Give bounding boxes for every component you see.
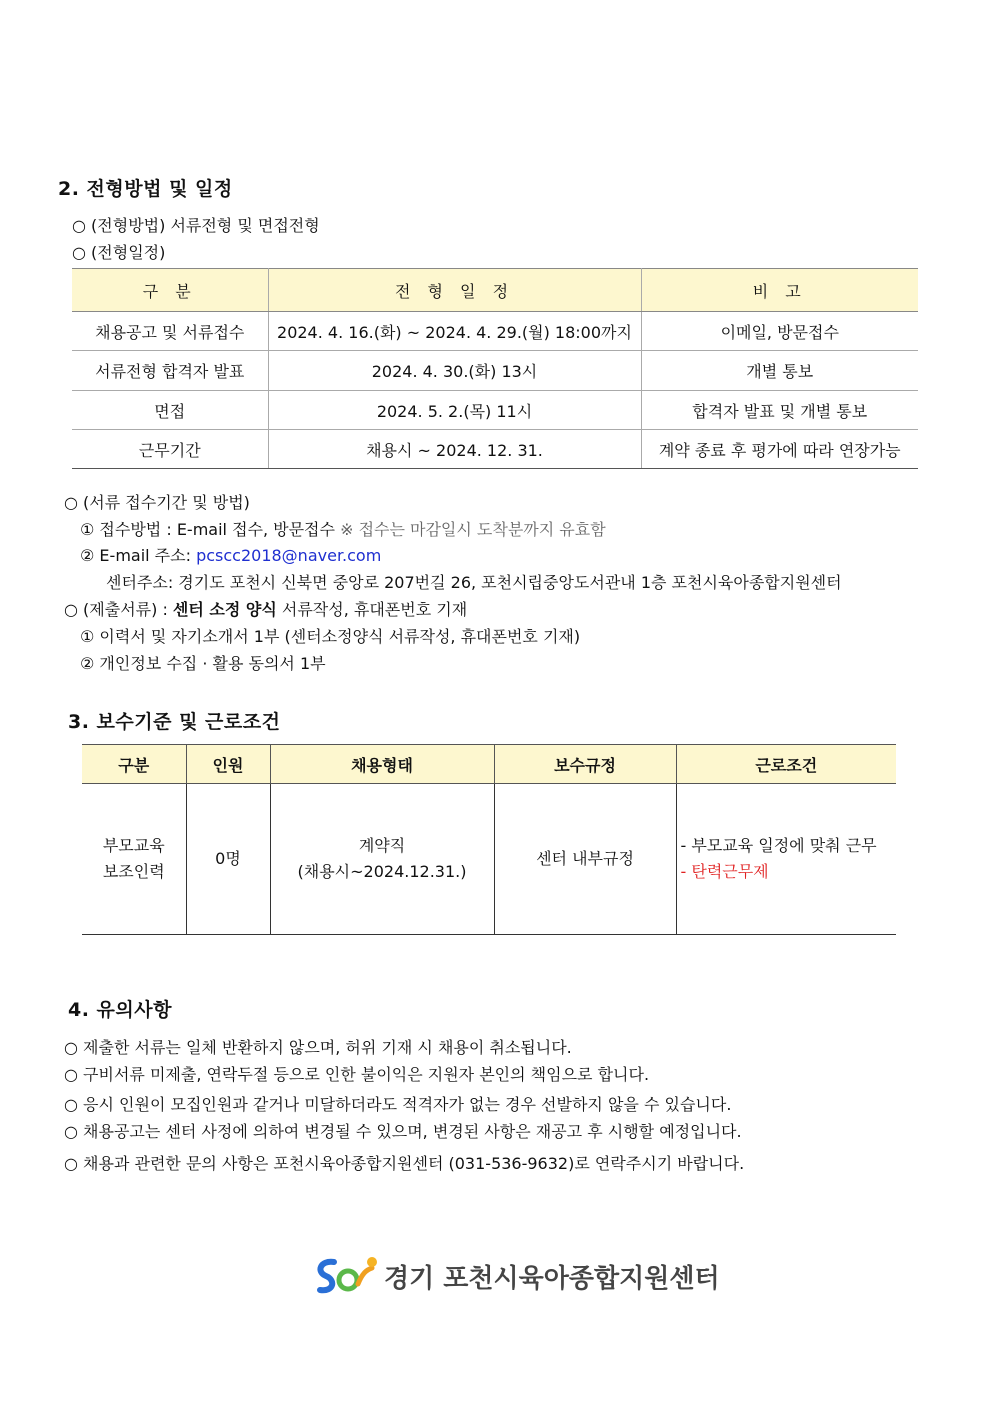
- list-item: ○ 채용공고는 센터 사정에 의하여 변경될 수 있으며, 변경된 사항은 재공고 후 시행할 예정입니다.: [64, 1122, 742, 1141]
- section-4-title: 4. 유의사항: [68, 999, 172, 1021]
- table-row: [72, 391, 918, 430]
- category-line: 부모교육: [102, 836, 165, 855]
- table-cell: 채용공고 및 서류접수: [72, 312, 268, 351]
- doc-item-1: ① 이력서 및 자기소개서 1부 (센터소정양식 서류작성, 휴대폰번호 기재): [80, 627, 581, 646]
- footer-logo: [312, 1254, 720, 1298]
- table-row: [72, 351, 918, 391]
- docs-prefix: ○ (제출서류) :: [64, 600, 173, 619]
- category-line: 보조인력: [102, 862, 165, 881]
- apply-title: ○ (서류 접수기간 및 방법): [64, 493, 250, 512]
- condition-line: - 부모교육 일정에 맞춰 근무: [680, 836, 877, 855]
- list-item: ○ 응시 인원이 모집인원과 같거나 미달하더라도 적격자가 없는 경우 선발하지 않을 수 있습니다.: [64, 1095, 732, 1114]
- pay-rule-cell: 센터 내부규정: [494, 784, 676, 935]
- org-name: 경기 포천시육아종합지원센터: [384, 1263, 720, 1294]
- org-logo-icon: [312, 1254, 380, 1298]
- apply-method: [80, 517, 606, 540]
- pay-header-row: [82, 745, 896, 784]
- table-cell: 합격자 발표 및 개별 통보: [641, 391, 918, 430]
- type-line: 계약직: [358, 836, 406, 855]
- email-address[interactable]: pcscc2018@naver.com: [196, 546, 382, 565]
- section-2-title: 2. 전형방법 및 일정: [58, 178, 233, 200]
- category-cell: [82, 784, 186, 935]
- docs-suffix: 서류작성, 휴대폰번호 기재: [276, 600, 468, 619]
- header-conditions: 근로조건: [676, 745, 896, 784]
- table-row: [72, 430, 918, 469]
- header-category: 구분: [82, 745, 186, 784]
- table-cell: 2024. 4. 30.(화) 13시: [268, 351, 641, 391]
- email-line: [80, 543, 381, 566]
- type-line: (채용시~2024.12.31.): [297, 862, 467, 881]
- list-item: ○ 제출한 서류는 일체 반환하지 않으며, 허위 기재 시 채용이 취소됩니다.: [64, 1038, 572, 1057]
- table-cell: 2024. 5. 2.(목) 11시: [268, 391, 641, 430]
- schedule-label: ○ (전형일정): [72, 243, 166, 262]
- table-cell: 서류전형 합격자 발표: [72, 351, 268, 391]
- schedule-header-row: [72, 269, 918, 312]
- list-item: ○ 채용과 관련한 문의 사항은 포천시육아종합지원센터 (031-536-9632)로 연락주시기 바랍니다.: [64, 1154, 745, 1173]
- header-pay-rule: 보수규정: [494, 745, 676, 784]
- apply-method-text: ① 접수방법 : E-mail 접수, 방문접수: [80, 520, 335, 539]
- schedule-table: [72, 268, 918, 469]
- condition-line: - 탄력근무제: [680, 862, 769, 881]
- table-cell: 2024. 4. 16.(화) ~ 2024. 4. 29.(월) 18:00까지: [268, 312, 641, 351]
- header-schedule: 전 형 일 정: [268, 269, 641, 312]
- table-cell: 면접: [72, 391, 268, 430]
- email-label: ② E-mail 주소:: [80, 546, 197, 565]
- employment-type-cell: [270, 784, 494, 935]
- center-address: 센터주소: 경기도 포천시 신북면 중앙로 207번길 26, 포천시립중앙도서관내 1층 포천시육아종합지원센터: [106, 573, 842, 592]
- required-docs: [64, 597, 467, 620]
- docs-bold: 센터 소정 양식: [172, 600, 277, 619]
- table-row: [72, 312, 918, 351]
- header-employment-type: 채용형태: [270, 745, 494, 784]
- conditions-cell: [676, 784, 896, 935]
- table-cell: 개별 통보: [641, 351, 918, 391]
- table-cell: 이메일, 방문접수: [641, 312, 918, 351]
- list-item: ○ 구비서류 미제출, 연락두절 등으로 인한 불이익은 지원자 본인의 책임으로 합니다.: [64, 1065, 650, 1084]
- header-count: 인원: [186, 745, 270, 784]
- table-cell: 채용시 ~ 2024. 12. 31.: [268, 430, 641, 469]
- table-cell: 근무기간: [72, 430, 268, 469]
- screening-method: ○ (전형방법) 서류전형 및 면접전형: [72, 216, 320, 235]
- apply-note: ※ 접수는 마감일시 도착분까지 유효함: [340, 520, 606, 539]
- header-category: 구 분: [72, 269, 268, 312]
- section-3-title: 3. 보수기준 및 근로조건: [68, 711, 281, 733]
- doc-item-2: ② 개인정보 수집 · 활용 동의서 1부: [80, 654, 326, 673]
- header-note: 비 고: [641, 269, 918, 312]
- count-cell: 0명: [186, 784, 270, 935]
- table-row: [82, 784, 896, 935]
- table-cell: 계약 종료 후 평가에 따라 연장가능: [641, 430, 918, 469]
- pay-table: [82, 744, 896, 935]
